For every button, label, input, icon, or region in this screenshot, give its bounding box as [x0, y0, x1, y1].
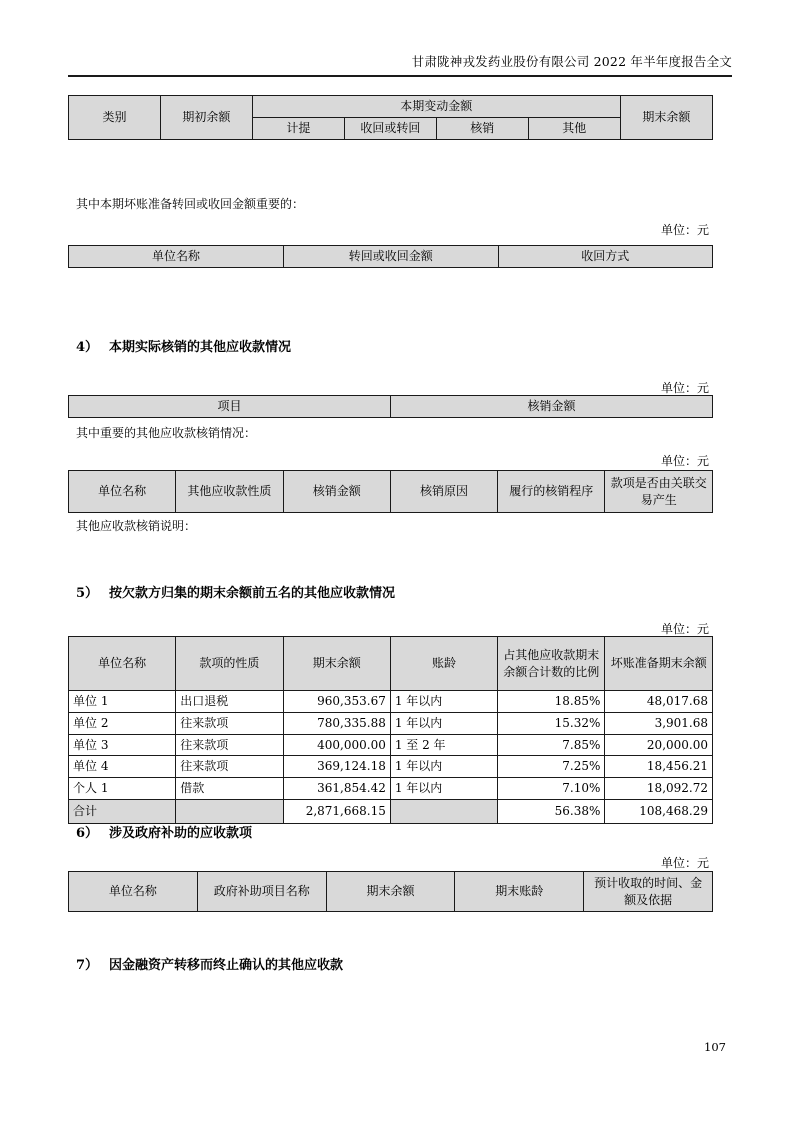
unit-name-cell: 单位 4: [69, 756, 176, 778]
total-ratio-cell: 56.38%: [498, 799, 605, 823]
section7-title: [76, 954, 343, 973]
col-header-writeoff-amount: 核销金额: [391, 396, 713, 418]
ratio-cell: 15.32%: [498, 712, 605, 734]
unit-label-5: 单位：元: [660, 856, 709, 870]
empty-cell: [390, 799, 497, 823]
table-row: [69, 734, 713, 756]
writeoff-table: [68, 395, 713, 418]
aging-cell: 1 至 2 年: [390, 734, 497, 756]
nature-cell: 借款: [176, 778, 283, 800]
provision-cell: 18,092.72: [605, 778, 713, 800]
top-five-receivables-table: [68, 636, 713, 824]
col-header-closing-balance: 期末余额: [620, 96, 712, 140]
unit-name-cell: 单位 1: [69, 691, 176, 713]
document-header: [68, 52, 732, 77]
nature-cell: 往来款项: [176, 734, 283, 756]
ratio-cell: 7.25%: [498, 756, 605, 778]
col-header-closing-balance: 期末余额: [283, 637, 390, 691]
section5-title-text: 按欠款方归集的期末余额前五名的其他应收款情况: [109, 586, 396, 601]
col-header-recovery-method: 收回方式: [498, 246, 712, 268]
nature-cell: 出口退税: [176, 691, 283, 713]
bad-debt-change-table: [68, 95, 713, 140]
unit-label-4: 单位：元: [660, 622, 709, 636]
government-grant-table: [68, 871, 713, 912]
section6-number: 6）: [76, 826, 99, 841]
document-title: 甘肃陇神戎发药业股份有限公司 2022 年半年度报告全文: [411, 54, 732, 69]
col-header-writeoff-procedure: 履行的核销程序: [498, 471, 605, 513]
col-header-related-party: 款项是否由关联交易产生: [605, 471, 713, 513]
balance-cell: 361,854.42: [283, 778, 390, 800]
col-header-recovered-or-reversed: 收回或转回: [344, 117, 436, 139]
balance-cell: 780,335.88: [283, 712, 390, 734]
unit-name-cell: 个人 1: [69, 778, 176, 800]
unit-label-2: 单位：元: [660, 381, 709, 395]
nature-cell: 往来款项: [176, 756, 283, 778]
important-recovery-intro: 其中本期坏账准备转回或收回金额重要的：: [76, 197, 305, 211]
table-row: [69, 778, 713, 800]
aging-cell: 1 年以内: [390, 756, 497, 778]
unit-label-1: 单位：元: [660, 223, 709, 237]
col-header-recovery-amount: 转回或收回金额: [284, 246, 498, 268]
table-row: [69, 712, 713, 734]
section4-title: [76, 336, 291, 355]
total-provision-cell: 108,468.29: [605, 799, 713, 823]
section4-title-text: 本期实际核销的其他应收款情况: [109, 340, 292, 355]
col-header-unit-name: 单位名称: [69, 872, 198, 912]
balance-cell: 400,000.00: [283, 734, 390, 756]
unit-name-cell: 单位 3: [69, 734, 176, 756]
provision-cell: 48,017.68: [605, 691, 713, 713]
col-header-expected-collection: 预计收取的时间、金额及依据: [584, 872, 713, 912]
writeoff-explain-note: 其他应收款核销说明：: [76, 519, 197, 533]
ratio-cell: 18.85%: [498, 691, 605, 713]
col-header-category: 类别: [69, 96, 161, 140]
unit-name-cell: 单位 2: [69, 712, 176, 734]
col-header-item: 项目: [69, 396, 391, 418]
aging-cell: 1 年以内: [390, 778, 497, 800]
nature-cell: 往来款项: [176, 712, 283, 734]
important-recovery-table: [68, 245, 713, 268]
total-label-cell: 合计: [69, 799, 176, 823]
aging-cell: 1 年以内: [390, 712, 497, 734]
table-row: [69, 756, 713, 778]
section6-title: [76, 822, 252, 841]
col-header-accrual: 计提: [252, 117, 344, 139]
col-header-provision: 坏账准备期末余额: [605, 637, 713, 691]
section5-title: [76, 582, 395, 601]
col-header-unit-name: 单位名称: [69, 637, 176, 691]
ratio-cell: 7.10%: [498, 778, 605, 800]
provision-cell: 3,901.68: [605, 712, 713, 734]
col-header-closing-aging: 期末账龄: [455, 872, 584, 912]
aging-cell: 1 年以内: [390, 691, 497, 713]
col-header-nature: 款项的性质: [176, 637, 283, 691]
table-total-row: [69, 799, 713, 823]
section7-title-text: 因金融资产转移而终止确认的其他应收款: [109, 958, 344, 973]
col-header-writeoff-reason: 核销原因: [390, 471, 497, 513]
balance-cell: 369,124.18: [283, 756, 390, 778]
provision-cell: 18,456.21: [605, 756, 713, 778]
provision-cell: 20,000.00: [605, 734, 713, 756]
col-header-current-change-group: 本期变动金额: [252, 96, 620, 118]
col-header-opening-balance: 期初余额: [160, 96, 252, 140]
section4-number: 4）: [76, 340, 99, 355]
col-header-writeoff-amount: 核销金额: [283, 471, 390, 513]
empty-cell: [176, 799, 283, 823]
col-header-other: 其他: [528, 117, 620, 139]
col-header-written-off: 核销: [436, 117, 528, 139]
section5-number: 5）: [76, 586, 99, 601]
col-header-unit-name: 单位名称: [69, 471, 176, 513]
col-header-ratio: 占其他应收款期末余额合计数的比例: [498, 637, 605, 691]
col-header-nature: 其他应收款性质: [176, 471, 283, 513]
unit-label-3: 单位：元: [660, 454, 709, 468]
total-balance-cell: 2,871,668.15: [283, 799, 390, 823]
col-header-unit-name: 单位名称: [69, 246, 284, 268]
important-writeoff-note: 其中重要的其他应收款核销情况：: [76, 426, 257, 440]
page-number: 107: [704, 1040, 726, 1054]
table-row: [69, 691, 713, 713]
col-header-closing-balance: 期末余额: [326, 872, 455, 912]
section6-title-text: 涉及政府补助的应收款项: [109, 826, 253, 841]
important-writeoff-table: [68, 470, 713, 513]
balance-cell: 960,353.67: [283, 691, 390, 713]
col-header-grant-project: 政府补助项目名称: [197, 872, 326, 912]
ratio-cell: 7.85%: [498, 734, 605, 756]
col-header-aging: 账龄: [390, 637, 497, 691]
section7-number: 7）: [76, 958, 99, 973]
